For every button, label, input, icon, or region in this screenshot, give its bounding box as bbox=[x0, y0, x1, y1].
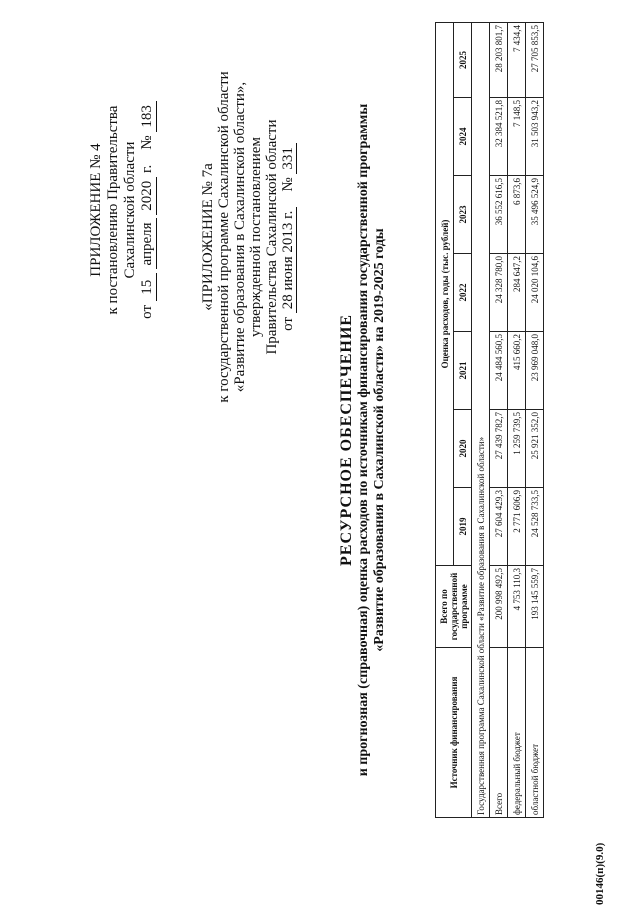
header-year: 2022 bbox=[454, 254, 472, 332]
prev-doc-number: 331 bbox=[280, 143, 297, 174]
prev-date-prefix: от bbox=[280, 317, 296, 331]
document-code: 00146(п)(9.0) bbox=[594, 842, 606, 905]
cell-value: 24 484 560,5 bbox=[490, 332, 508, 410]
cell-value: 32 384 521,8 bbox=[490, 98, 508, 176]
table-row bbox=[490, 23, 508, 818]
table-row bbox=[526, 23, 544, 818]
header-year: 2024 bbox=[454, 98, 472, 176]
header-year: 2021 bbox=[454, 332, 472, 410]
cell-value: 35 496 524,9 bbox=[526, 176, 544, 254]
cell-value: 7 434,4 bbox=[508, 23, 526, 98]
row-label: областной бюджет bbox=[526, 648, 544, 818]
appendix-line1: к постановлению Правительства bbox=[105, 105, 121, 315]
cell-value: 23 969 048,0 bbox=[526, 332, 544, 410]
prev-appendix-date-line bbox=[280, 57, 297, 417]
funding-table bbox=[435, 22, 544, 818]
appendix-date-line bbox=[139, 50, 157, 370]
row-label: Всего bbox=[490, 648, 508, 818]
num-sign: № bbox=[139, 135, 155, 150]
cell-value: 24 528 733,5 bbox=[526, 488, 544, 566]
appendix-title: ПРИЛОЖЕНИЕ № 4 bbox=[88, 143, 104, 277]
cell-value: 1 259 739,5 bbox=[508, 410, 526, 488]
cell-value: 36 552 616,5 bbox=[490, 176, 508, 254]
cell-value: 28 203 801,7 bbox=[490, 23, 508, 98]
date-year: 2020 bbox=[139, 177, 157, 215]
header-years-group: Оценка расходов, годы (тыс. рублей) bbox=[436, 23, 454, 566]
cell-value: 27 439 782,7 bbox=[490, 410, 508, 488]
prev-date: 28 июня 2013 г. bbox=[280, 207, 297, 314]
document-subtitle-1: и прогнозная (справочная) оценка расходов по источникам финансирования государственной программы bbox=[356, 103, 371, 777]
header-total: Всего по государственной программе bbox=[436, 566, 472, 648]
document-title: РЕСУРСНОЕ ОБЕСПЕЧЕНИЕ bbox=[338, 314, 355, 566]
prev-appendix-line2: «Развитие образования в Сахалинской области», bbox=[232, 81, 248, 393]
appendix-header bbox=[88, 50, 157, 370]
prev-appendix-title: «ПРИЛОЖЕНИЕ № 7а bbox=[200, 163, 216, 311]
cell-value: 24 328 780,0 bbox=[490, 254, 508, 332]
cell-value: 284 647,2 bbox=[508, 254, 526, 332]
cell-value: 6 873,6 bbox=[508, 176, 526, 254]
cell-value: 27 705 853,5 bbox=[526, 23, 544, 98]
prev-appendix-line3: утвержденной постановлением bbox=[248, 137, 264, 337]
document-subtitle-2: «Развитие образования в Сахалинской области» на 2019-2025 годы bbox=[372, 228, 387, 652]
cell-value: 4 753 110,3 bbox=[508, 566, 526, 648]
date-prefix: от bbox=[139, 304, 155, 319]
prev-num-sign: № bbox=[280, 177, 296, 192]
date-month: апреля bbox=[139, 218, 157, 269]
document-title-block bbox=[338, 95, 388, 785]
previous-appendix-header bbox=[200, 57, 297, 417]
cell-value: 415 660,2 bbox=[508, 332, 526, 410]
cell-value: 7 148,5 bbox=[508, 98, 526, 176]
cell-value: 24 020 104,6 bbox=[526, 254, 544, 332]
header-year: 2020 bbox=[454, 410, 472, 488]
cell-value: 193 145 559,7 bbox=[526, 566, 544, 648]
cell-value: 2 771 606,9 bbox=[508, 488, 526, 566]
date-suffix: г. bbox=[139, 164, 155, 173]
doc-number: 183 bbox=[139, 101, 157, 132]
header-source: Источник финансирования bbox=[436, 648, 472, 818]
prev-appendix-line4: Правительства Сахалинской области bbox=[264, 119, 280, 355]
table-row bbox=[508, 23, 526, 818]
cell-value: 25 921 352,0 bbox=[526, 410, 544, 488]
row-label: федеральный бюджет bbox=[508, 648, 526, 818]
date-day: 15 bbox=[139, 273, 157, 301]
program-row: Государственная программа Сахалинской области «Развитие образования в Сахалинской области» bbox=[472, 23, 490, 818]
cell-value: 31 503 943,2 bbox=[526, 98, 544, 176]
cell-value: 27 604 429,3 bbox=[490, 488, 508, 566]
header-year: 2019 bbox=[454, 488, 472, 566]
prev-appendix-line1: к государственной программе Сахалинской области bbox=[216, 71, 232, 403]
cell-value: 200 998 492,5 bbox=[490, 566, 508, 648]
header-year: 2025 bbox=[454, 23, 472, 98]
header-year: 2023 bbox=[454, 176, 472, 254]
appendix-line2: Сахалинской области bbox=[122, 141, 138, 279]
